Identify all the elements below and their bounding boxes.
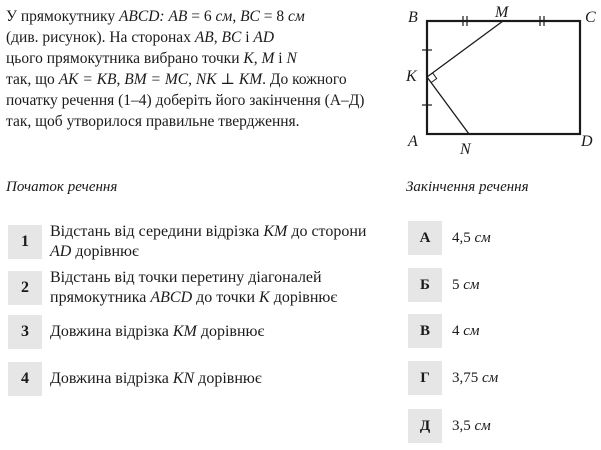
answer-letter: Г (408, 361, 442, 395)
statement-text: Відстань від точки перетину діагоналей прямокутника ABCD до точки K дорівнює (50, 269, 338, 306)
label-n: N (460, 141, 471, 158)
problem-math: NK ⊥ KM (195, 71, 263, 88)
problem-math: AK = KB (58, 71, 117, 88)
statement-number: 2 (8, 271, 42, 305)
statement-text: Довжина відрізка KM дорівнює (50, 323, 265, 340)
problem-text: , (188, 71, 196, 88)
rectangle-abcd (427, 21, 580, 134)
statement-2 (8, 268, 400, 308)
problem-statement: У прямокутнику ABCD: AB = 6 см, BC = 8 см (див. рисунок). На сторонах AB, BC і AD цього прямокутника вибрано точки K, M і N так, що AK = KB, BM = MC, NK ⊥ KM. До кожного початку речення (1–4) доберіть його закінчення (А–Д) так, щоб утворилося правильне твердження. (6, 8, 365, 130)
label-k: K (406, 68, 417, 85)
statement-4 (8, 362, 390, 396)
answer-letter: А (408, 221, 442, 255)
left-column-title: Початок речення (6, 179, 118, 195)
label-a: A (408, 133, 418, 150)
answer-g (408, 361, 498, 395)
answer-value: 5 см (452, 276, 480, 293)
statement-text: Довжина відрізка KN дорівнює (50, 370, 262, 387)
problem-math: AD (253, 29, 275, 46)
answer-value: 4,5 см (452, 229, 491, 246)
geometry-diagram (400, 0, 601, 160)
label-b: B (408, 9, 418, 26)
problem-text: . До кожного початку речення (1–4) доберіть його закінчення (А–Д) так, щоб утворилося правильне твердження. (6, 71, 365, 130)
statement-number: 3 (8, 315, 42, 349)
answer-value: 3,75 см (452, 369, 499, 386)
answer-value: 4 см (452, 322, 480, 339)
right-column-title: Закінчення речення (406, 179, 529, 195)
problem-text: , (213, 29, 222, 46)
problem-math: BC (221, 29, 242, 46)
problem-text: , (116, 71, 125, 88)
problem-text: цього прямокутника вибрано точки (6, 50, 244, 67)
statement-3 (8, 315, 390, 349)
segment-kn (427, 77, 469, 134)
segment-km (427, 21, 503, 77)
problem-text: (див. рисунок). На сторонах (6, 29, 195, 46)
answer-v (408, 314, 479, 348)
problem-text: , (253, 50, 262, 67)
rectangle-figure (400, 0, 601, 160)
answer-b (408, 268, 479, 302)
label-d: D (581, 133, 593, 150)
problem-text: = 8 (259, 8, 288, 25)
problem-text: = 6 (187, 8, 216, 25)
problem-unit: см (288, 8, 305, 25)
statement-number: 1 (8, 225, 42, 259)
problem-math: BM = MC (124, 71, 189, 88)
problem-math: AB (194, 29, 214, 46)
label-c: C (585, 9, 596, 26)
right-angle-mark (431, 73, 437, 83)
problem-math: M (261, 50, 275, 67)
answer-letter: Д (408, 409, 442, 443)
problem-math: ABCD: (118, 8, 165, 25)
problem-text: так, що (6, 71, 59, 88)
statement-text: Відстань від середини відрізка KM до сторони AD дорівнює (50, 223, 367, 260)
problem-math: N (286, 50, 297, 67)
label-m: M (495, 4, 509, 21)
statement-1 (8, 222, 390, 262)
problem-text: У прямокутнику (6, 8, 119, 25)
answer-a (408, 221, 491, 255)
answer-value: 3,5 см (452, 417, 491, 434)
problem-unit: см (215, 8, 233, 25)
answer-d (408, 409, 491, 443)
statement-number: 4 (8, 362, 42, 396)
problem-text: і (241, 29, 254, 46)
answer-letter: В (408, 314, 442, 348)
problem-text: і (274, 50, 287, 67)
problem-math: AB (168, 8, 188, 25)
problem-math: K (243, 50, 254, 67)
answer-letter: Б (408, 268, 442, 302)
problem-math: BC (240, 8, 260, 25)
